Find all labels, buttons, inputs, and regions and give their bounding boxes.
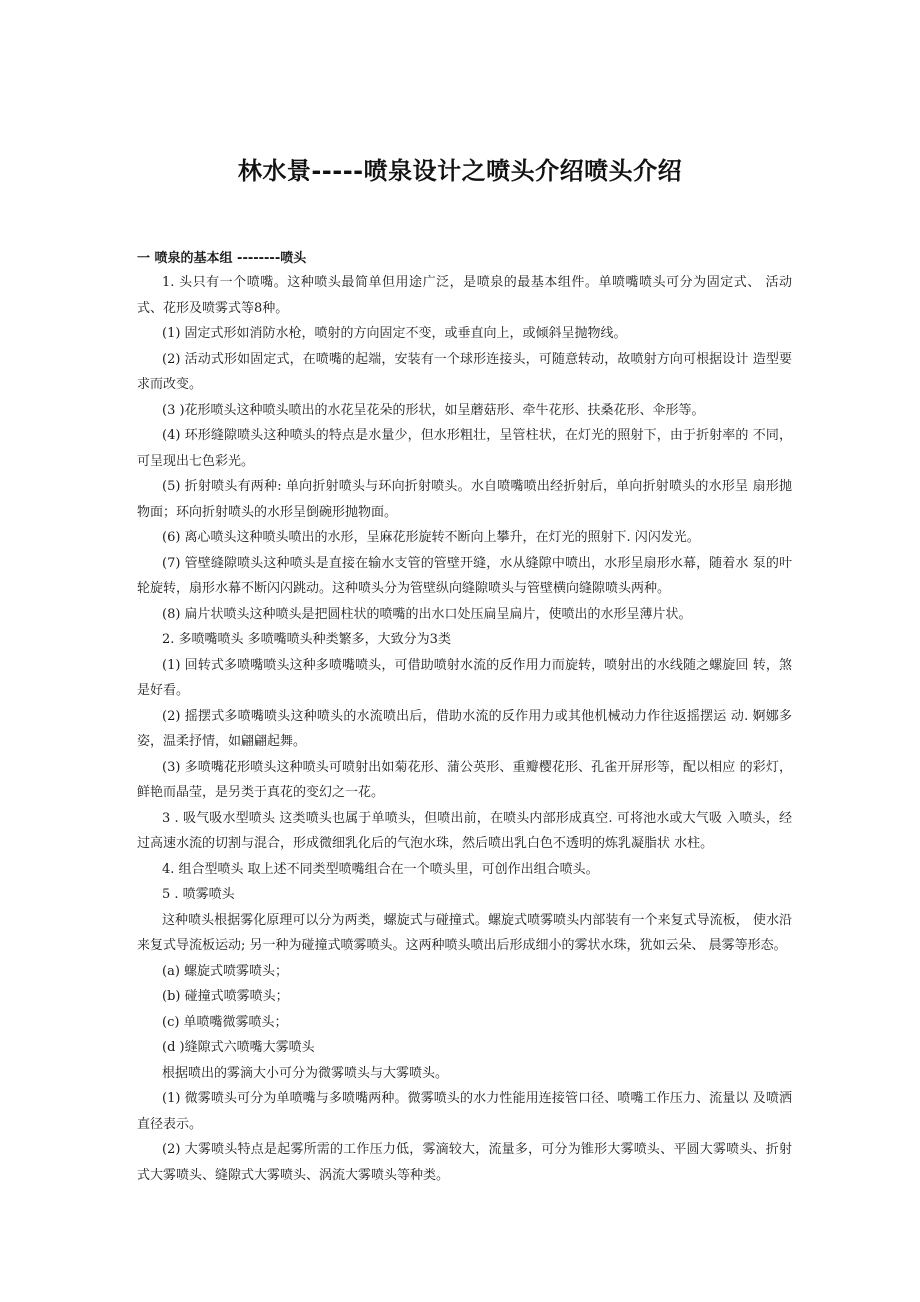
- section-heading: 一 喷泉的基本组 --------喷头: [137, 251, 307, 266]
- paragraph-micro-mist: (1) 微雾喷头可分为单喷嘴与多喷嘴两种。微雾喷头的水力性能用连接管口径、喷嘴工作压力、流量以 及喷洒直径表示。: [137, 1091, 792, 1132]
- paragraph-multi-flower: (3) 多喷嘴花形喷头这种喷头可喷射出如菊花形、蒲公英形、重瓣樱花形、孔雀开屏形等，配以相应 的彩灯，鲜艳而晶莹，是另类于真花的变幻之一花。: [137, 759, 792, 800]
- paragraph-refraction: (5) 折射喷头有两种: 单向折射喷头与环向折射喷头。水自喷嘴喷出经折射后，单向折射喷头的水形呈 扇形抛物面；环向折射喷头的水形呈倒碗形抛物面。: [137, 479, 792, 520]
- paragraph-movable: (2) 活动式形如固定式，在喷嘴的起端，安装有一个球形连接头，可随意转动，故喷射方向可根据设计 造型要求而改变。: [137, 351, 792, 392]
- paragraph-droplet-size: 根据喷出的雾滴大小可分为微雾喷头与大雾喷头。: [162, 1065, 449, 1081]
- paragraph-spray-heading: 5 . 喷雾喷头: [162, 887, 235, 902]
- paragraph-single-nozzle: 1. 头只有一个喷嘴。这种喷头最简单但用途广泛，是喷泉的最基本组件。单喷嘴喷头可分为固定式、 活动式、花形及喷雾式等8种。: [137, 275, 792, 316]
- paragraph-spray-intro: 这种喷头根据雾化原理可以分为两类，螺旋式与碰撞式。螺旋式喷雾喷头内部装有一个来复式导流板， 使水沿来复式导流板运动; 另一种为碰撞式喷雾喷头。这两种喷头喷出后形成细小的雾状水珠，犹如云朵、 晨雾等形态。: [137, 912, 792, 953]
- paragraph-pipe-slit: (7) 管壁缝隙喷头这种喷头是直接在输水支管的管壁开缝，水从缝隙中喷出，水形呈扇形水幕，随着水 泵的叶轮旋转，扇形水幕不断闪闪跳动。这种喷头分为管壁纵向缝隙喷头与管壁横向缝隙喷头两种。: [137, 555, 792, 596]
- paragraph-flower: (3 )花形喷头这种喷头喷出的水花呈花朵的形状，如呈蘑菇形、牵牛花形、扶桑花形、伞形等。: [162, 402, 705, 418]
- paragraph-large-mist: (2) 大雾喷头特点是起雾所需的工作压力低，雾滴较大，流量多，可分为锥形大雾喷头、平圆大雾喷头、折射式大雾喷头、缝隙式大雾喷头、涡流大雾喷头等种类。: [137, 1142, 792, 1183]
- paragraph-rotary: (1) 回转式多喷嘴喷头这种多喷嘴喷头，可借助喷射水流的反作用力而旋转，喷射出的水线随之螺旋回 转，煞是好看。: [137, 657, 792, 698]
- list-item-a: (a) 螺旋式喷雾喷头；: [162, 963, 289, 979]
- paragraph-combination: 4. 组合型喷头 取上述不同类型喷嘴组合在一个喷头里，可创作出组合喷头。: [162, 861, 599, 877]
- paragraph-suction: 3 . 吸气吸水型喷头 这类喷头也属于单喷头，但喷出前，在喷头内部形成真空. 可将池水或大气吸 入喷头，经过高速水流的切割与混合，形成微细乳化后的气泡水珠，然后喷出乳白色不透明的炼乳凝脂状 水柱。: [137, 810, 792, 851]
- paragraph-swing: (2) 摇摆式多喷嘴喷头这种喷头的水流喷出后，借助水流的反作用力或其他机械动力作往返摇摆运 动. 婀娜多姿，温柔抒情，如翩翩起舞。: [137, 708, 792, 749]
- list-item-d: (d )缝隙式六喷嘴大雾喷头: [162, 1040, 315, 1055]
- document-body: [137, 270, 792, 1188]
- paragraph-fixed: (1) 固定式形如消防水枪，喷射的方向固定不变，或垂直向上，或倾斜呈抛物线。: [162, 326, 627, 341]
- paragraph-multi-nozzle: 2. 多喷嘴喷头 多喷嘴喷头种类繁多，大致分为3类: [162, 632, 451, 647]
- list-item-b: (b) 碰撞式喷雾喷头；: [162, 989, 289, 1004]
- document-title: 林水景-----喷泉设计之喷头介绍喷头介绍: [237, 157, 683, 185]
- list-item-c: (c) 单喷嘴微雾喷头；: [162, 1014, 288, 1030]
- paragraph-ring-slit: (4) 环形缝隙喷头这种喷头的特点是水量少，但水形粗壮，呈管柱状，在灯光的照射下，由于折射率的 不同，可呈现出七色彩光。: [137, 428, 792, 469]
- paragraph-flat: (8) 扁片状喷头这种喷头是把圆柱状的喷嘴的出水口处压扁呈扁片，使喷出的水形呈薄片状。: [162, 606, 692, 622]
- paragraph-centrifugal: (6) 离心喷头这种喷头喷出的水形，呈麻花形旋转不断向上攀升，在灯光的照射下. 闪闪发光。: [162, 530, 700, 545]
